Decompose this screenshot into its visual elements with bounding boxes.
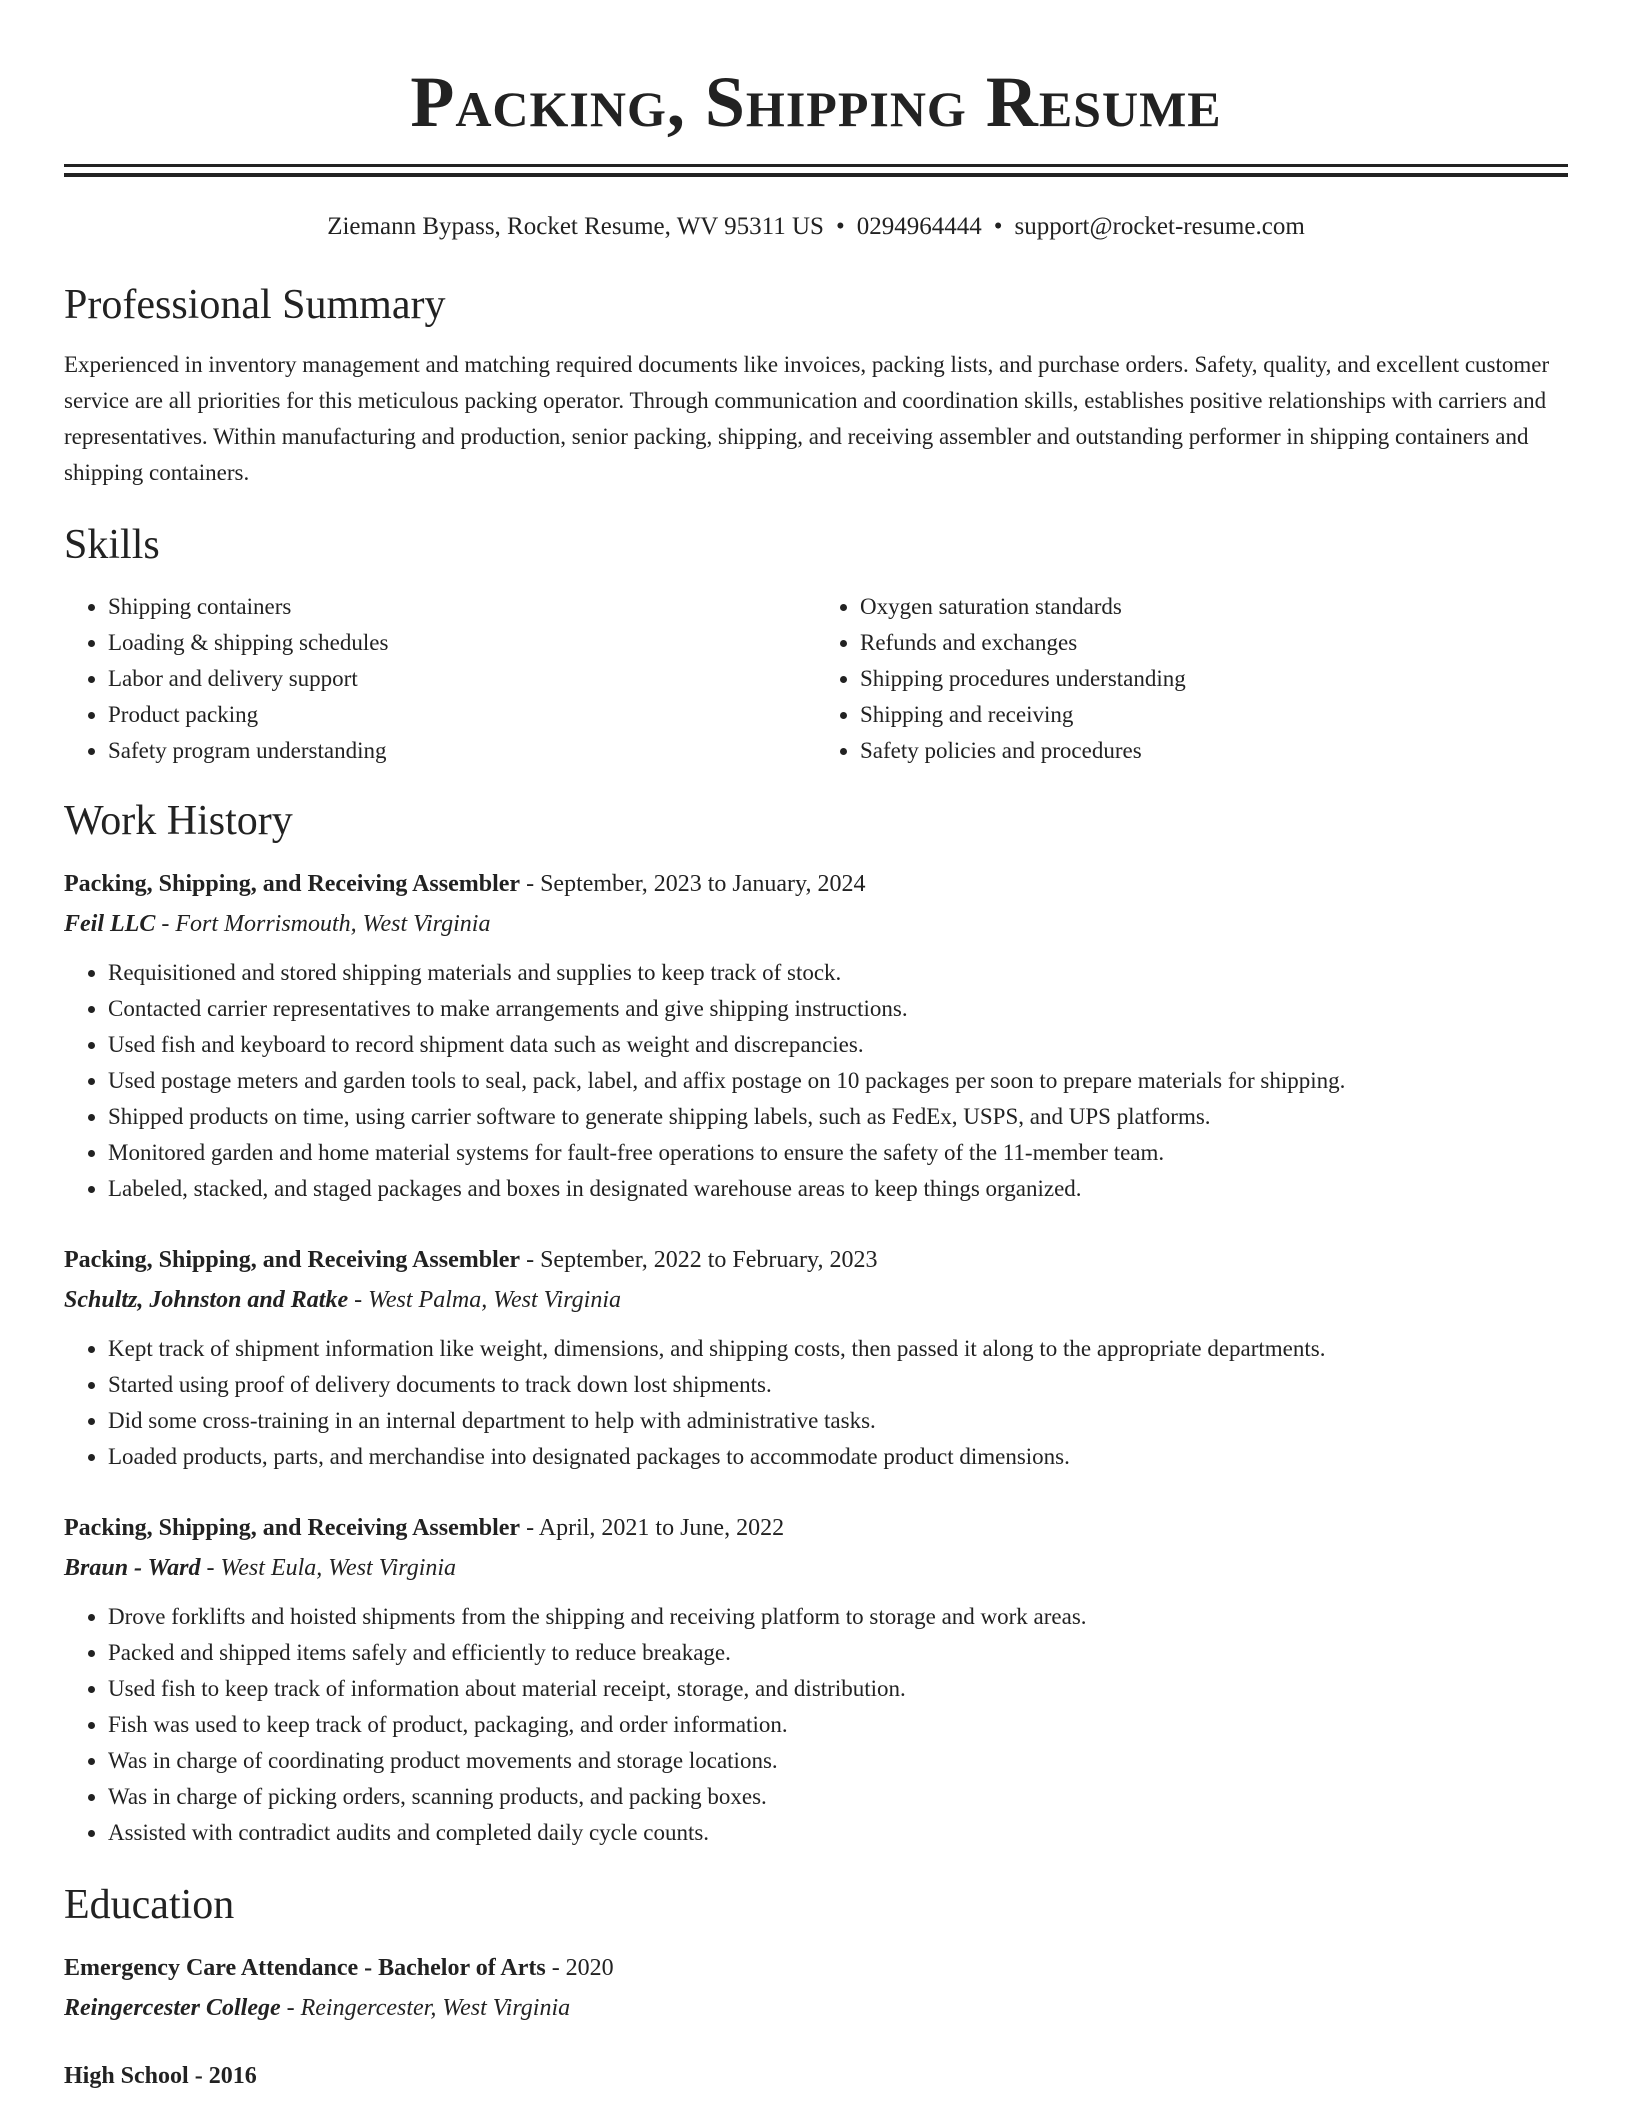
- job-title: Packing, Shipping, and Receiving Assembler: [64, 1515, 521, 1541]
- job-bullet: • Was in charge of picking orders, scanning products, and packing boxes.: [108, 1779, 1568, 1815]
- skills-heading: Skills: [64, 522, 160, 568]
- job-dates: - September, 2022 to February, 2023: [520, 1247, 878, 1273]
- job-bullet: • Fish was used to keep track of product, packaging, and order information.: [108, 1707, 1568, 1743]
- job-title-line: [64, 1243, 1568, 1277]
- school-name: Reingercester College: [64, 1995, 281, 2021]
- skills-column-left: [64, 589, 816, 769]
- company-name: Feil LLC: [64, 911, 156, 937]
- skill-item: • Shipping containers: [108, 589, 816, 625]
- job-bullet: • Packed and shipped items safely and efficiently to reduce breakage.: [108, 1635, 1568, 1671]
- job-title: Packing, Shipping, and Receiving Assembler: [64, 1247, 521, 1273]
- job-bullet: • Assisted with contradict audits and completed daily cycle counts.: [108, 1815, 1568, 1851]
- company-location: - West Palma, West Virginia: [348, 1287, 621, 1313]
- job-bullet: • Was in charge of coordinating product movements and storage locations.: [108, 1743, 1568, 1779]
- skill-item: • Refunds and exchanges: [860, 625, 1568, 661]
- school-location: - Reingercester, West Virginia: [280, 1995, 571, 2021]
- job-entry: [64, 1243, 1568, 1475]
- summary-heading: Professional Summary: [64, 282, 446, 328]
- job-entry: [64, 1511, 1568, 1851]
- job-title: Packing, Shipping, and Receiving Assembler: [64, 871, 521, 897]
- skill-item: • Loading & shipping schedules: [108, 625, 816, 661]
- job-bullet: • Used fish to keep track of information about material receipt, storage, and distribution.: [108, 1671, 1568, 1707]
- contact-separator: •: [993, 213, 1003, 240]
- job-bullet: • Used postage meters and garden tools to seal, pack, label, and affix postage on 10 packages per soon to prepare materials for shipping.: [108, 1063, 1568, 1099]
- contact-address: Ziemann Bypass, Rocket Resume, WV 95311 US: [327, 213, 824, 240]
- company-line: [64, 1283, 1568, 1317]
- company-location: - West Eula, West Virginia: [200, 1555, 457, 1581]
- company-line: [64, 1551, 1568, 1585]
- education-heading: Education: [64, 1882, 235, 1928]
- job-bullet: • Did some cross-training in an internal department to help with administrative tasks.: [108, 1403, 1568, 1439]
- job-bullets: [64, 955, 1568, 1207]
- contact-separator: •: [835, 213, 845, 240]
- company-location: - Fort Morrismouth, West Virginia: [155, 911, 491, 937]
- company-line: [64, 907, 1568, 941]
- job-bullet: • Contacted carrier representatives to make arrangements and give shipping instructions.: [108, 991, 1568, 1027]
- job-title-line: [64, 1511, 1568, 1545]
- title-divider-top: [64, 164, 1568, 167]
- skill-item: • Product packing: [108, 697, 816, 733]
- job-dates: - September, 2023 to January, 2024: [520, 871, 866, 897]
- job-bullet: • Monitored garden and home material systems for fault-free operations to ensure the safety of the 11-member team.: [108, 1135, 1568, 1171]
- skill-item: • Shipping and receiving: [860, 697, 1568, 733]
- school-line: [64, 1991, 1568, 2025]
- job-bullet: • Kept track of shipment information like weight, dimensions, and shipping costs, then passed it along to the appropriate departments.: [108, 1331, 1568, 1367]
- job-entry: [64, 867, 1568, 1207]
- degree-line: [64, 1951, 1568, 1985]
- job-bullets: [64, 1599, 1568, 1851]
- degree-line: [64, 2059, 1568, 2093]
- company-name: Schultz, Johnston and Ratke: [64, 1287, 349, 1313]
- degree-name: High School: [64, 2063, 189, 2089]
- skill-item: • Labor and delivery support: [108, 661, 816, 697]
- skills-list: [64, 589, 1568, 769]
- skill-item: • Oxygen saturation standards: [860, 589, 1568, 625]
- degree-year: - 2020: [545, 1955, 614, 1981]
- job-bullet: • Labeled, stacked, and staged packages and boxes in designated warehouse areas to keep things organized.: [108, 1171, 1568, 1207]
- job-bullets: [64, 1331, 1568, 1475]
- job-bullet: • Loaded products, parts, and merchandise into designated packages to accommodate product dimensions.: [108, 1439, 1568, 1475]
- contact-email[interactable]: support@rocket-resume.com: [1014, 213, 1305, 240]
- education-entry: [64, 1951, 1568, 2025]
- resume-title: Packing, Shipping Resume: [410, 62, 1222, 142]
- contact-phone: 0294964444: [856, 213, 982, 240]
- contact-line: [64, 211, 1568, 243]
- job-dates: - April, 2021 to June, 2022: [520, 1515, 785, 1541]
- skills-column-right: [816, 589, 1568, 769]
- summary-text: Experienced in inventory management and matching required documents like invoices, packing lists, and purchase orders. Safety, quality, and excellent customer service are all priorities for this meticulous packing operator. Through communication and coordination skills, establishes positive relationships with carriers and representatives. Within manufacturing and production, senior packing, shipping, and receiving assembler and outstanding performer in shipping containers and shipping containers.: [64, 352, 1550, 485]
- job-bullet: • Started using proof of delivery documents to track down lost shipments.: [108, 1367, 1568, 1403]
- job-bullet: • Used fish and keyboard to record shipment data such as weight and discrepancies.: [108, 1027, 1568, 1063]
- job-title-line: [64, 867, 1568, 901]
- work-history-heading: Work History: [64, 798, 293, 844]
- education-entry: [64, 2059, 1568, 2093]
- job-bullet: • Shipped products on time, using carrier software to generate shipping labels, such as FedEx, USPS, and UPS platforms.: [108, 1099, 1568, 1135]
- degree-name: Emergency Care Attendance - Bachelor of Arts: [64, 1955, 546, 1981]
- title-divider-bottom: [64, 173, 1568, 177]
- degree-year: - 2016: [188, 2063, 257, 2089]
- company-name: Braun - Ward: [64, 1555, 201, 1581]
- job-bullet: • Drove forklifts and hoisted shipments from the shipping and receiving platform to storage and work areas.: [108, 1599, 1568, 1635]
- skill-item: • Safety program understanding: [108, 733, 816, 769]
- skill-item: • Shipping procedures understanding: [860, 661, 1568, 697]
- skill-item: • Safety policies and procedures: [860, 733, 1568, 769]
- job-bullet: • Requisitioned and stored shipping materials and supplies to keep track of stock.: [108, 955, 1568, 991]
